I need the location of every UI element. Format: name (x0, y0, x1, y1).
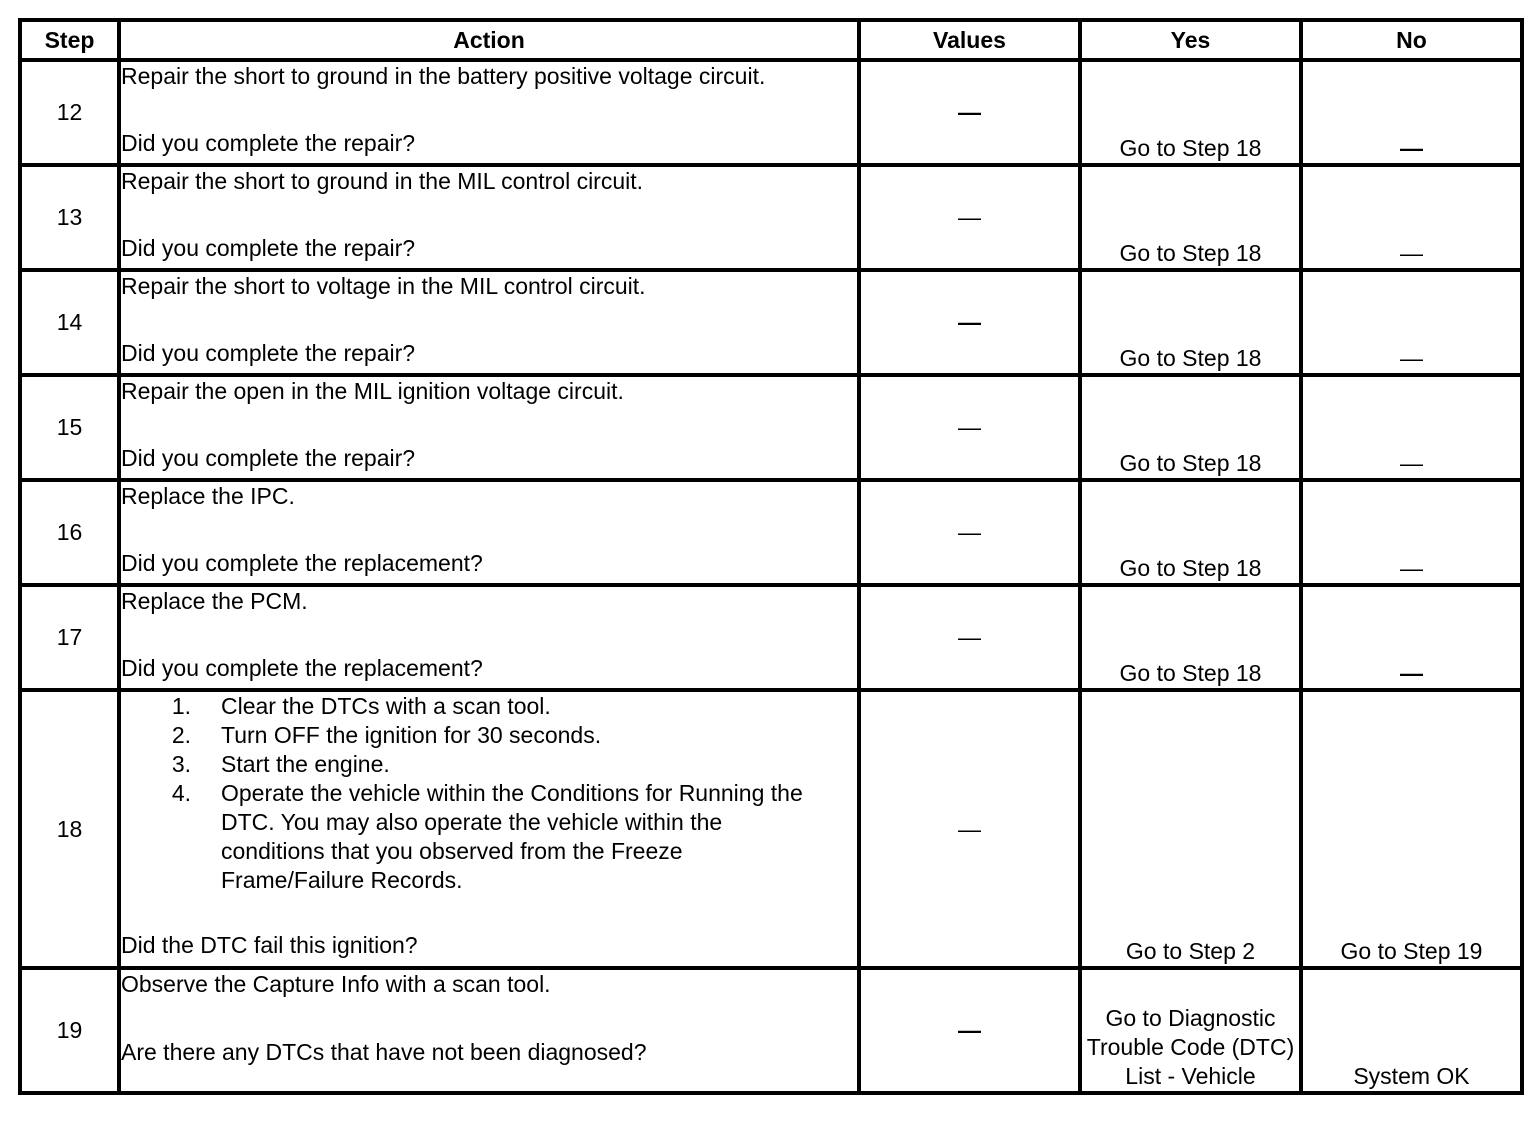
table-row (20, 165, 1522, 270)
action-question: Did you complete the repair? (121, 340, 416, 366)
values-cell (859, 690, 1080, 968)
action-cell (119, 375, 859, 480)
values-cell (859, 480, 1080, 585)
action-text: Repair the short to ground in the MIL control circuit. (121, 168, 644, 194)
values-cell (859, 375, 1080, 480)
list-item (121, 721, 857, 750)
yes-cell: Go to Step 2 (1080, 690, 1301, 968)
yes-cell: Go to Step 18 (1080, 60, 1301, 165)
yes-cell: Go to Step 18 (1080, 270, 1301, 375)
step-number: 19 (20, 968, 119, 1093)
substep-number: 4. (171, 780, 191, 806)
values-dash: — (958, 204, 981, 230)
values-dash: — (958, 309, 981, 335)
no-dash: — (1400, 555, 1423, 581)
no-cell: Go to Step 19 (1301, 690, 1522, 968)
action-text: Observe the Capture Info with a scan tool. (121, 971, 551, 997)
no-cell (1301, 165, 1522, 270)
action-question: Did you complete the replacement? (121, 655, 483, 681)
step-number: 17 (20, 585, 119, 690)
action-cell (119, 585, 859, 690)
action-question: Did the DTC fail this ignition? (121, 932, 418, 958)
action-cell (119, 270, 859, 375)
table-row (20, 270, 1522, 375)
substep-text: Operate the vehicle within the Conditions for Running the DTC. You may also operate the vehicle within the conditions that you observed from the Freeze Frame/Failure Records. (221, 780, 803, 893)
values-dash: — (958, 624, 981, 650)
values-dash: — (958, 519, 981, 545)
values-cell (859, 270, 1080, 375)
action-cell (119, 690, 859, 968)
no-cell (1301, 60, 1522, 165)
action-text: Replace the IPC. (121, 483, 295, 509)
no-cell (1301, 585, 1522, 690)
table-row (20, 480, 1522, 585)
no-cell (1301, 480, 1522, 585)
action-question: Did you complete the repair? (121, 130, 416, 156)
no-cell: System OK (1301, 968, 1522, 1093)
substep-text: Turn OFF the ignition for 30 seconds. (221, 722, 602, 748)
values-cell (859, 585, 1080, 690)
header-row (20, 20, 1522, 60)
action-question: Are there any DTCs that have not been diagnosed? (121, 1039, 647, 1065)
diagnostic-table (18, 18, 1524, 1095)
yes-cell: Go to Step 18 (1080, 480, 1301, 585)
no-dash: — (1400, 240, 1423, 266)
action-cell (119, 968, 859, 1093)
header-no: No (1301, 20, 1522, 60)
header-step: Step (20, 20, 119, 60)
values-dash: — (958, 414, 981, 440)
substep-number: 2. (171, 722, 191, 748)
values-dash: — (958, 815, 981, 842)
substep-number: 3. (171, 751, 191, 777)
list-item (121, 779, 857, 895)
list-item (121, 750, 857, 779)
table-row (20, 585, 1522, 690)
table-row (20, 968, 1522, 1093)
values-cell (859, 165, 1080, 270)
substep-text: Start the engine. (221, 751, 390, 777)
step-number: 15 (20, 375, 119, 480)
yes-cell: Go to Step 18 (1080, 375, 1301, 480)
values-cell (859, 968, 1080, 1093)
step-number: 16 (20, 480, 119, 585)
substep-text: Clear the DTCs with a scan tool. (221, 693, 551, 719)
header-action: Action (119, 20, 859, 60)
no-cell (1301, 375, 1522, 480)
no-dash: — (1400, 135, 1423, 161)
table-row (20, 690, 1522, 968)
action-question: Did you complete the repair? (121, 445, 416, 471)
yes-cell: Go to Diagnostic Trouble Code (DTC) List - Vehicle (1080, 968, 1301, 1093)
action-text: Repair the open in the MIL ignition voltage circuit. (121, 378, 624, 404)
step-number: 18 (20, 690, 119, 968)
substep-number: 1. (171, 693, 191, 719)
table-row (20, 60, 1522, 165)
list-item (121, 692, 857, 721)
step-number: 13 (20, 165, 119, 270)
action-text: Replace the PCM. (121, 588, 308, 614)
yes-cell: Go to Step 18 (1080, 165, 1301, 270)
no-dash: — (1400, 345, 1423, 371)
action-cell (119, 165, 859, 270)
table-row (20, 375, 1522, 480)
values-dash: — (958, 1017, 981, 1043)
action-text: Repair the short to voltage in the MIL control circuit. (121, 273, 646, 299)
step-number: 12 (20, 60, 119, 165)
substep-list (121, 692, 857, 895)
header-values: Values (859, 20, 1080, 60)
action-cell (119, 480, 859, 585)
no-cell (1301, 270, 1522, 375)
values-dash: — (958, 99, 981, 125)
action-text: Repair the short to ground in the battery positive voltage circuit. (121, 63, 766, 89)
header-yes: Yes (1080, 20, 1301, 60)
no-dash: — (1400, 660, 1423, 686)
yes-cell: Go to Step 18 (1080, 585, 1301, 690)
no-dash: — (1400, 450, 1423, 476)
step-number: 14 (20, 270, 119, 375)
values-cell (859, 60, 1080, 165)
action-question: Did you complete the replacement? (121, 550, 483, 576)
action-cell (119, 60, 859, 165)
action-question: Did you complete the repair? (121, 235, 416, 261)
